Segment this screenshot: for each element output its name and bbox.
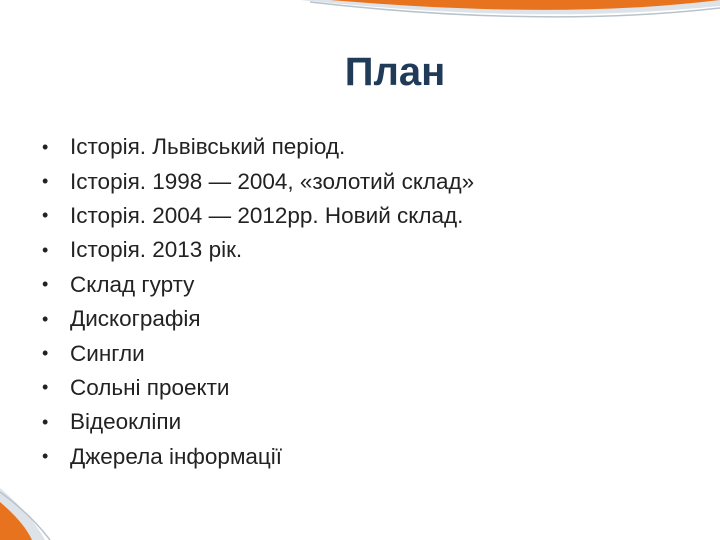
bullet-icon: • xyxy=(42,136,49,157)
agenda-list xyxy=(42,130,474,474)
bullet-icon: • xyxy=(42,274,49,295)
agenda-item xyxy=(42,302,474,336)
top-swoosh-line xyxy=(310,2,720,17)
agenda-item-text: Історія. 2004 — 2012рр. Новий склад. xyxy=(70,202,464,228)
bottom-swoosh-grey xyxy=(0,488,45,540)
top-swoosh-grey xyxy=(300,0,720,14)
agenda-item xyxy=(42,371,474,405)
bullet-icon: • xyxy=(42,171,49,192)
agenda-item-text: Історія. 2013 рік. xyxy=(70,237,243,263)
bottom-swoosh-orange xyxy=(0,502,32,540)
agenda-item-text: Історія. Львівський період. xyxy=(70,134,346,160)
agenda-item xyxy=(42,233,474,267)
agenda-item-text: Історія. 1998 — 2004, «золотий склад» xyxy=(70,168,475,194)
agenda-item-text: Дискографія xyxy=(70,306,201,332)
agenda-item xyxy=(42,199,474,233)
agenda-item-text: Склад гурту xyxy=(70,271,195,297)
bullet-icon: • xyxy=(42,343,49,364)
agenda-item-text: Сольні проекти xyxy=(70,374,230,400)
slide-title: План xyxy=(344,50,446,94)
agenda-item xyxy=(42,440,474,474)
agenda-item xyxy=(42,164,474,198)
top-swoosh-orange xyxy=(330,0,720,10)
agenda-item xyxy=(42,130,474,164)
bullet-icon: • xyxy=(42,411,49,432)
bottom-swoosh-line xyxy=(0,492,50,540)
bullet-icon: • xyxy=(42,308,49,329)
bullet-icon: • xyxy=(42,446,49,467)
bullet-icon: • xyxy=(42,377,49,398)
agenda-item-text: Джерела інформації xyxy=(70,443,283,469)
bullet-icon: • xyxy=(42,239,49,260)
agenda-item xyxy=(42,336,474,370)
agenda-item-text: Відеокліпи xyxy=(70,409,182,435)
agenda-item xyxy=(42,405,474,439)
bullet-icon: • xyxy=(42,205,49,226)
agenda-item xyxy=(42,268,474,302)
agenda-item-text: Сингли xyxy=(70,340,145,366)
